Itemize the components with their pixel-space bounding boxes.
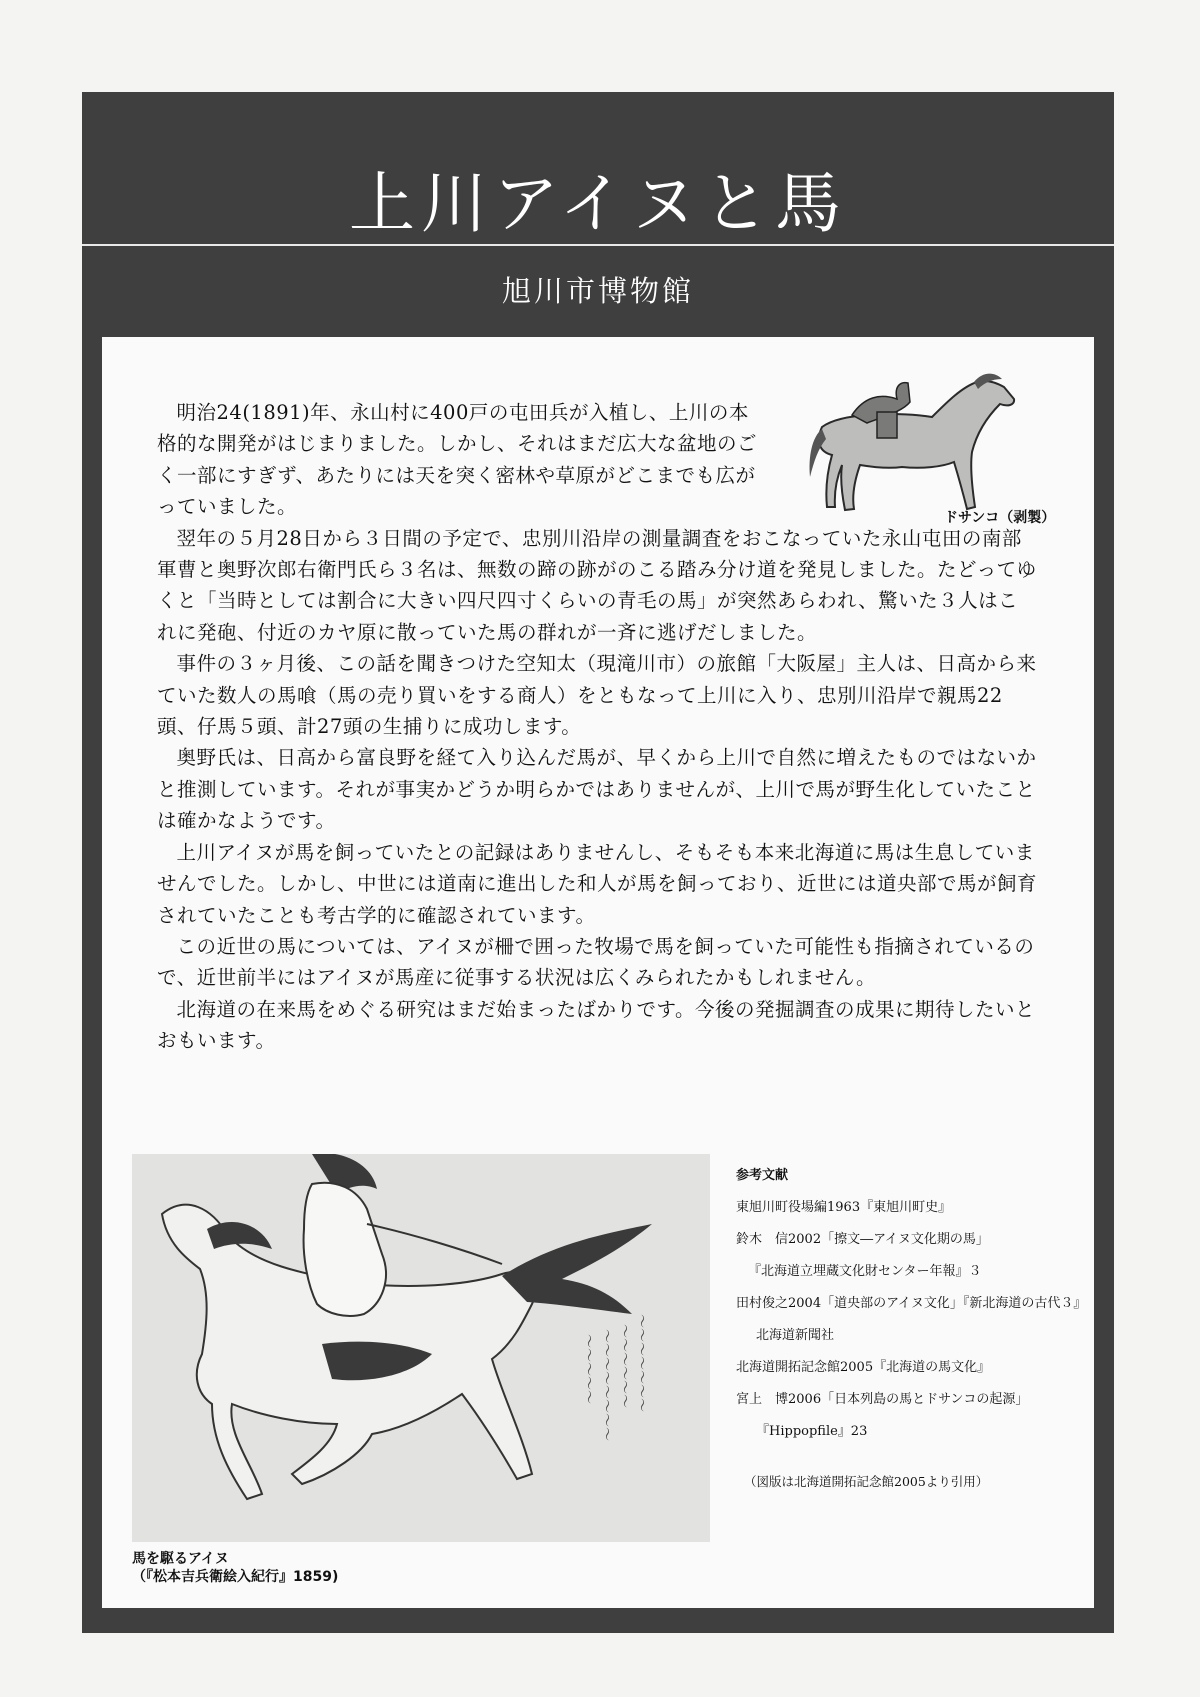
painting-caption (132, 1550, 338, 1586)
article-paragraph: 奥野氏は、日高から富良野を経て入り込んだ馬が、早くから上川で自然に増えたものではないかと推測しています。それが事実かどうか明らかではありませんが、上川で馬が野生化していたことは確かなようです。 (157, 746, 1037, 833)
svg-text:～～～～～～～: ～～～～～～～ (633, 1314, 649, 1412)
article-paragraph: 上川アイヌが馬を飼っていたとの記録はありませんし、そもそも本来北海道に馬は生息していませんでした。しかし、中世には道南に進出した和人が馬を飼っており、近世には道央部で馬が飼育されていたことも考古学的に確認されています。 (157, 840, 1038, 927)
painting-caption-source: （『松本吉兵衛絵入紀行』1859) (132, 1569, 339, 1585)
reference-item: 田村俊之2004「道央部のアイヌ文化」『新北海道の古代３』北海道新聞社 (736, 1296, 1080, 1343)
reference-item: 鈴木 信2002「擦文―アイヌ文化期の馬」 (736, 1232, 989, 1247)
poster-sheet (82, 92, 1114, 1633)
svg-text:～～～～～～～～: ～～～～～～～～ (598, 1329, 614, 1441)
page-title: 上川アイヌと馬 (348, 165, 848, 242)
article-body (157, 397, 1037, 1057)
article-paragraph: 翌年の５月28日から３日間の予定で、忠別川沿岸の測量調査をおこなっていた永山屯田の南部軍曹と奥野次郎右衛門氏ら３名は、無数の蹄の跡がのこる踏み分け道を発見しました。たどってゆくと「当時としては割合に大きい四尺四寸くらいの青毛の馬」が突然あらわれ、驚いた３人はこれに発砲、付近のカヤ原に散っていた馬の群れが一斉に逃げだしました。 (157, 526, 1037, 644)
article-paragraph: 事件の３ヶ月後、この話を聞きつけた空知太（現滝川市）の旅館「大阪屋」主人は、日高から来ていた数人の馬喰（馬の売り買いをする商人）をともなって上川に入り、忠別川沿岸で親馬22頭、仔馬５頭、計27頭の生捕りに成功します。 (157, 652, 1037, 739)
figure-source-note: （図版は北海道開拓記念館2005より引用） (744, 1474, 989, 1489)
references-list (736, 1160, 1081, 1498)
reference-item: 北海道開拓記念館2005『北海道の馬文化』 (736, 1360, 991, 1375)
reference-item: 宮上 博2006「日本列島の馬とドサンコの起源」『Hippopfile』23 (736, 1392, 1029, 1439)
reference-item: 『北海道立埋蔵文化財センター年報』３ (748, 1264, 982, 1279)
article-paragraph: 北海道の在来馬をめぐる研究はまだ始まったばかりです。今後の発掘調査の成果に期待したいとおもいます。 (157, 997, 1035, 1053)
svg-text:～～～～～～: ～～～～～～ (616, 1324, 632, 1408)
page-subtitle: 旭川市博物館 (501, 274, 694, 308)
article-paragraph: 明治24(1891)年、永山村に400戸の屯田兵が入植し、上川の本格的な開発がはじまりました。しかし、それはまだ広大な盆地のごく一部にすぎず、あたりには天を突く密林や草原がどこまでも広がっていました。 (157, 401, 758, 519)
horse-caption: ドサンコ（剥製） (944, 510, 1056, 526)
svg-text:～～～～～: ～～～～～ (580, 1334, 596, 1404)
title-divider (82, 244, 1114, 246)
references-title: 参考文献 (736, 1168, 789, 1183)
ainu-rider-painting (132, 1154, 710, 1542)
reference-item: 東旭川町役場編1963『東旭川町史』 (736, 1200, 952, 1215)
painting-caption-title: 馬を駆るアイヌ (132, 1551, 229, 1567)
content-panel (102, 337, 1094, 1608)
article-paragraph: この近世の馬については、アイヌが柵で囲った牧場で馬を飼っていた可能性も指摘されているので、近世前半にはアイヌが馬産に従事する状況は広くみられたかもしれません。 (157, 934, 1035, 990)
